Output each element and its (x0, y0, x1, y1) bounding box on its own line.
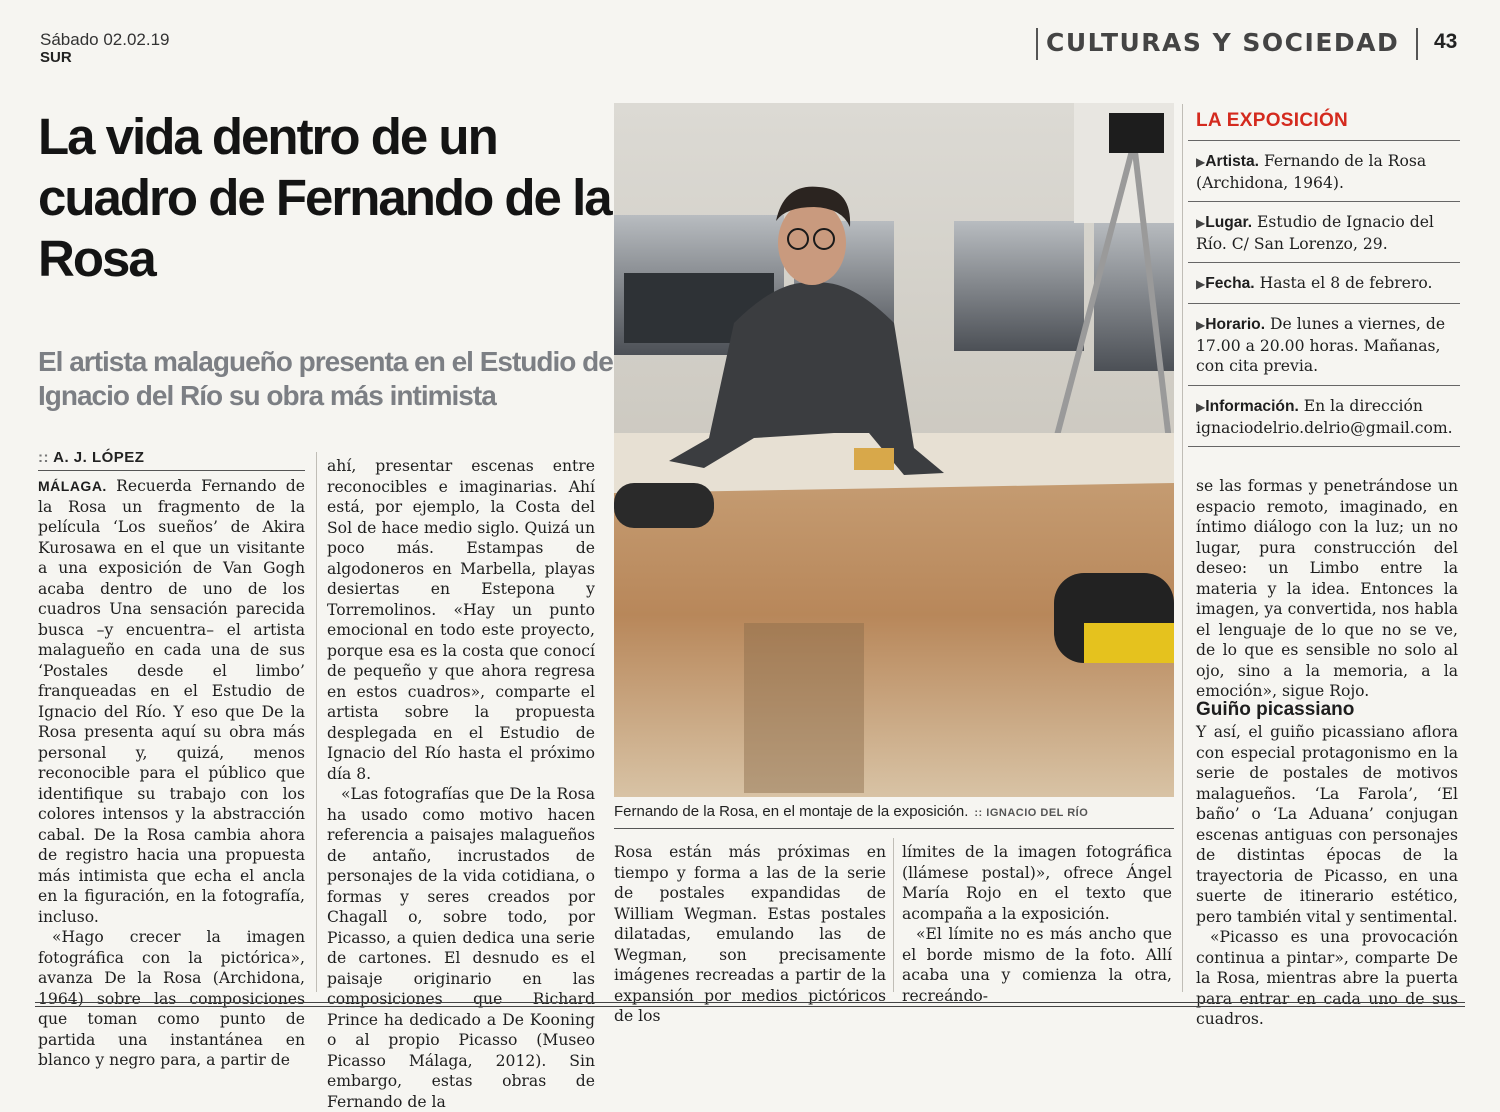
paragraph: Rosa están más próximas en tiempo y forma a las de la serie de postales expandidas de William Wegman. Estas postales dilatadas, emulando las de Wegman, son precisamente imágenes recreadas a partir de la expansión por medios pictóricos de los (614, 843, 886, 1025)
section-divider (1036, 28, 1038, 60)
paragraph: «Hago crecer la imagen fotográfica con la pictórica», avanza De la Rosa (Archidona, 1964) sobre las composiciones que toman como punto de partida una instantánea en blanco y negro para, a partir de (38, 928, 305, 1069)
paragraph: Y así, el guiño picassiano aflora con especial protagonismo en la serie de postales de motivos malagueños. ‘La Farola’, ‘El baño’ o ‘La Aduana’ conjugan escenas antiguas con personajes de distintas épocas de la trayectoria de Picasso, en una suerte de itinerario estético, pero también vital y sentimental. (1196, 723, 1458, 926)
article-photo (614, 103, 1174, 797)
byline (38, 449, 144, 466)
column-rule (893, 838, 894, 992)
bullet-icon: ▶ (1196, 216, 1206, 230)
paragraph: se las formas y penetrándose un espacio remoto, imaginado, en íntimo diálogo con la luz; un no lugar, pura construcción del deseo: un Limbo entre la materia y la idea. Entonces la imagen, ya convertida, nos habla el lenguaje de lo que no se ve, de lo que es sensible no solo al ojo, sino a la memoria, a la emoción», sigue Rojo. (1196, 477, 1458, 700)
intertitle: Guiño picassiano (1196, 699, 1355, 720)
headline: La vida dentro de un cuadro de Fernando de la Rosa (38, 108, 611, 287)
paragraph: «El límite no es más ancho que el borde mismo de la foto. Allí acaba una y comienza la otra, recreándo- (902, 925, 1172, 1005)
text-column-5b (1196, 722, 1458, 1030)
factbox-item-info: ▶Información. En la dirección ignaciodelrio.delrio@gmail.com. (1196, 397, 1453, 437)
paragraph: ahí, presentar escenas entre reconocibles e imaginarias. Ahí está, por ejemplo, la Costa del Sol de hace medio siglo. Quizá un poco más. Estampas de algodoneros en Marbella, playas desiertas en Estepona y Torremolinos. «Hay un punto emocional en todo este proyecto, porque esa es la costa que conocí de pequeño y que ahora regresa en estos cuadros», comparte el artista sobre la propuesta desplegada en el Estudio de Ignacio del Río hasta el próximo día 8. (327, 457, 595, 783)
page-bottom-rule (35, 1002, 1465, 1007)
issue-date: Sábado 02.02.19 (40, 30, 170, 49)
paragraph: «Picasso es una provocación continua a pintar», comparte De la Rosa, mientras abre la puerta para entrar en cada uno de sus cuadros. (1196, 928, 1458, 1028)
photo-credit: :: IGNACIO DEL RÍO (974, 807, 1089, 819)
byline-rule (38, 470, 305, 471)
factbox-item-artist: ▶Artista. Fernando de la Rosa (Archidona, 1964). (1196, 152, 1427, 192)
newspaper-name: SUR (40, 49, 72, 66)
factbox-item-hours: ▶Horario. De lunes a viernes, de 17.00 a 20.00 horas. Mañanas, con cita previa. (1196, 315, 1446, 375)
factbox-item-date: ▶Fecha. Hasta el 8 de febrero. (1196, 274, 1433, 292)
bullet-icon: ▶ (1196, 318, 1206, 332)
bullet-icon: ▶ (1196, 277, 1206, 291)
section-divider (1416, 28, 1418, 60)
factbox-item-place: ▶Lugar. Estudio de Ignacio del Río. C/ San Lorenzo, 29. (1196, 213, 1434, 253)
text-column-1 (38, 476, 305, 1071)
factbox-rule (1188, 446, 1460, 447)
paragraph: límites de la imagen fotográfica (llámese postal)», ofrece Ángel María Rojo en el texto que acompaña a la exposición. (902, 843, 1172, 923)
text-column-2 (327, 456, 595, 1112)
factbox-rule (1188, 303, 1460, 304)
section-title: CULTURAS Y SOCIEDAD (1046, 28, 1400, 57)
paragraph: MÁLAGA. Recuerda Fernando de la Rosa un fragmento de la película ‘Los sueños’ de Akira Kurosawa en el que un visitante a una exposición de Van Gogh acaba dentro de uno de los cuadros Una sensación parecida busca –y encuentra– el artista malagueño en cada una de sus ‘Postales desde el limbo’ franqueadas en el Estudio de Ignacio del Río. Y eso que De la Rosa presenta aquí su obra más personal y, quizá, menos reconocible para el público que identifique su trabajo con los colores intensos y la abstracción cabal. De la Rosa cambia ahora de registro hacia una propuesta más intimista que echa el ancla en la figuración, en la fotografía, incluso. (38, 477, 305, 926)
bullet-icon: ▶ (1196, 155, 1206, 169)
dateline: MÁLAGA. (38, 478, 107, 494)
text-column-4 (902, 842, 1172, 1006)
factbox-rule (1188, 385, 1460, 386)
subheadline: El artista malagueño presenta en el Estudio de Ignacio del Río su obra más intimista (38, 346, 613, 411)
text-column-3 (614, 842, 886, 1027)
artist-portrait-image (614, 103, 1174, 797)
column-rule (316, 452, 317, 992)
paragraph: «Las fotografías que De la Rosa ha usado como motivo hacen referencia a paisajes malagueños de antaño, incrustados de personajes de la vida cotidiana, o formas y seres creados por Chagall o, sobre todo, por Picasso, a quien dedica una serie de cartones. El desnudo es el paisaje originario en las composiciones que Richard Prince ha dedicado a De Kooning o al propio Picasso (Museo Picasso Málaga, 2012). Sin embargo, estas obras de Fernando de la (327, 785, 595, 1111)
caption-rule (614, 828, 1174, 829)
factbox-rule (1188, 201, 1460, 202)
factbox-title: LA EXPOSICIÓN (1196, 110, 1349, 131)
byline-mark: :: (38, 449, 49, 466)
factbox-rule (1188, 262, 1460, 263)
bullet-icon: ▶ (1196, 400, 1206, 414)
text-column-5 (1196, 476, 1458, 702)
factbox-rule (1188, 140, 1460, 141)
photo-caption: Fernando de la Rosa, en el montaje de la exposición. :: IGNACIO DEL RÍO (614, 803, 1089, 820)
column-rule (1182, 104, 1183, 992)
author-name: A. J. LÓPEZ (53, 449, 145, 466)
page-number: 43 (1434, 30, 1458, 53)
